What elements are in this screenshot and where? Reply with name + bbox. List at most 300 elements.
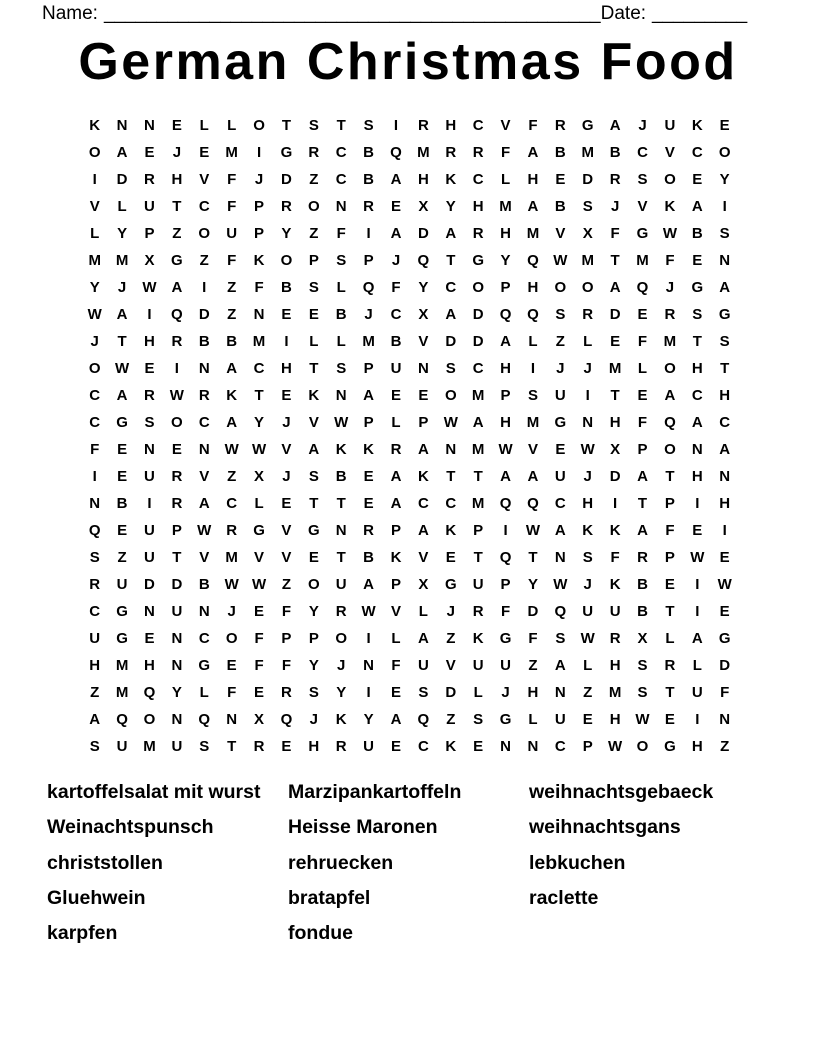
grid-letter: N	[719, 711, 731, 728]
grid-letter: J	[227, 603, 236, 620]
grid-letter: C	[637, 144, 648, 161]
grid-letter: O	[472, 279, 484, 296]
grid-letter: H	[500, 414, 511, 431]
grid-letter: T	[473, 468, 483, 485]
grid-letter: C	[719, 414, 731, 431]
grid-letter: R	[253, 738, 265, 755]
grid-letter: K	[609, 522, 621, 539]
grid-letter: C	[390, 306, 402, 323]
grid-letter: A	[445, 306, 457, 323]
grid-row-22	[81, 679, 738, 706]
grid-letter: R	[308, 144, 320, 161]
grid-letter: S	[308, 684, 319, 701]
grid-letter: M	[115, 252, 129, 269]
grid-letter: P	[171, 522, 182, 539]
grid-letter: V	[281, 522, 292, 539]
grid-letter: E	[418, 387, 429, 404]
grid-letter: J	[391, 252, 401, 269]
grid-letter: T	[172, 198, 182, 215]
grid-letter: Z	[90, 684, 100, 701]
word-item: christstollen	[47, 851, 163, 874]
grid-letter: W	[690, 549, 705, 566]
grid-letter: A	[664, 387, 676, 404]
grid-letter: I	[613, 495, 618, 512]
grid-letter: P	[363, 360, 374, 377]
grid-letter: U	[144, 549, 155, 566]
grid-letter: L	[309, 333, 319, 350]
grid-letter: C	[198, 630, 210, 647]
grid-letter: Q	[88, 522, 101, 539]
grid-letter: Y	[445, 198, 456, 215]
grid-letter: E	[308, 306, 319, 323]
grid-row-7	[81, 274, 738, 301]
grid-letter: L	[692, 657, 702, 674]
grid-letter: I	[202, 279, 207, 296]
grid-letter: I	[92, 171, 97, 188]
grid-letter: R	[171, 468, 183, 485]
grid-letter: J	[583, 468, 592, 485]
grid-letter: G	[499, 711, 512, 728]
grid-letter: G	[636, 225, 649, 242]
grid-letter: W	[251, 576, 267, 593]
grid-row-23	[81, 706, 738, 733]
grid-letter: A	[637, 522, 648, 539]
grid-letter: F	[528, 117, 538, 134]
grid-letter: F	[227, 684, 237, 701]
grid-letter: K	[609, 576, 621, 593]
word-item: lebkuchen	[529, 851, 626, 874]
grid-letter: V	[418, 549, 429, 566]
grid-letter: U	[144, 522, 155, 539]
grid-letter: T	[172, 549, 182, 566]
grid-letter: M	[581, 252, 594, 269]
grid-letter: F	[610, 549, 620, 566]
grid-letter: X	[418, 576, 429, 593]
grid-letter: Q	[554, 603, 567, 620]
grid-letter: S	[527, 387, 538, 404]
grid-letter: U	[472, 657, 484, 674]
grid-letter: U	[417, 657, 429, 674]
grid-letter: C	[417, 738, 429, 755]
grid-letter: U	[171, 603, 183, 620]
grid-letter: D	[144, 576, 155, 593]
grid-letter: F	[391, 279, 401, 296]
grid-letter: A	[308, 441, 320, 458]
grid-letter: F	[720, 684, 730, 701]
grid-letter: J	[117, 279, 127, 296]
grid-letter: S	[418, 684, 429, 701]
grid-letter: I	[722, 198, 727, 215]
grid-letter: U	[144, 198, 155, 215]
grid-letter: Z	[227, 279, 237, 296]
grid-letter: I	[147, 495, 152, 512]
grid-letter: M	[526, 225, 540, 242]
grid-letter: V	[89, 198, 100, 215]
grid-letter: S	[719, 333, 730, 350]
grid-letter: J	[172, 144, 182, 161]
grid-letter: E	[171, 117, 182, 134]
grid-letter: N	[171, 657, 183, 674]
grid-letter: Y	[363, 711, 374, 728]
grid-letter: E	[719, 117, 730, 134]
grid-letter: M	[225, 144, 238, 161]
grid-letter: G	[253, 522, 265, 539]
grid-letter: I	[147, 306, 152, 323]
grid-letter: W	[635, 711, 650, 728]
grid-letter: Z	[528, 657, 538, 674]
grid-letter: U	[116, 738, 128, 755]
name-fill-line: _______________________________________________	[103, 3, 601, 24]
grid-letter: A	[89, 711, 101, 728]
grid-letter: A	[719, 279, 731, 296]
grid-letter: W	[498, 441, 513, 458]
grid-row-20	[81, 625, 738, 652]
grid-letter: N	[417, 360, 429, 377]
grid-letter: N	[335, 198, 347, 215]
grid-row-18	[81, 571, 738, 598]
grid-letter: R	[335, 738, 347, 755]
grid-letter: A	[527, 468, 539, 485]
grid-letter: I	[92, 468, 97, 485]
grid-letter: B	[116, 495, 128, 512]
grid-letter: Q	[527, 306, 539, 323]
grid-letter: E	[363, 468, 374, 485]
grid-letter: A	[554, 657, 566, 674]
grid-letter: F	[665, 522, 675, 539]
grid-letter: C	[89, 603, 101, 620]
grid-row-5	[81, 220, 738, 247]
grid-letter: P	[664, 495, 675, 512]
grid-letter: F	[500, 144, 511, 161]
grid-letter: C	[691, 387, 703, 404]
grid-letter: V	[308, 414, 319, 431]
grid-letter: P	[390, 576, 401, 593]
grid-letter: U	[472, 576, 484, 593]
grid-letter: R	[198, 387, 210, 404]
grid-letter: Q	[198, 711, 211, 728]
grid-letter: T	[309, 360, 319, 377]
grid-letter: O	[198, 225, 211, 242]
grid-letter: E	[171, 441, 182, 458]
grid-letter: A	[198, 495, 210, 512]
grid-letter: L	[199, 117, 209, 134]
grid-letter: A	[500, 468, 511, 485]
grid-letter: U	[363, 738, 375, 755]
grid-letter: M	[663, 333, 677, 350]
grid-letter: O	[581, 279, 594, 296]
grid-letter: D	[171, 576, 183, 593]
grid-letter: B	[281, 279, 292, 296]
grid-letter: M	[115, 684, 129, 701]
grid-letter: B	[390, 333, 402, 350]
grid-letter: J	[282, 414, 291, 431]
grid-row-21	[81, 652, 738, 679]
grid-letter: A	[417, 630, 429, 647]
grid-letter: W	[224, 441, 239, 458]
grid-letter: Q	[143, 684, 156, 701]
grid-letter: E	[254, 603, 265, 620]
grid-letter: K	[335, 711, 347, 728]
grid-letter: A	[691, 414, 703, 431]
grid-letter: J	[583, 360, 592, 377]
grid-letter: B	[335, 306, 347, 323]
grid-letter: Q	[499, 495, 512, 512]
grid-letter: I	[503, 522, 508, 539]
grid-letter: B	[637, 576, 648, 593]
grid-letter: E	[555, 441, 566, 458]
grid-letter: C	[472, 171, 484, 188]
grid-letter: I	[284, 333, 289, 350]
grid-letter: P	[500, 279, 511, 296]
grid-letter: R	[417, 117, 429, 134]
grid-letter: Z	[117, 549, 127, 566]
grid-letter: H	[308, 738, 320, 755]
grid-letter: C	[335, 171, 347, 188]
grid-letter: P	[254, 198, 265, 215]
grid-letter: J	[309, 711, 318, 728]
grid-letter: E	[144, 630, 155, 647]
grid-letter: F	[227, 198, 237, 215]
grid-letter: U	[390, 360, 402, 377]
grid-letter: O	[88, 144, 101, 161]
grid-letter: K	[363, 441, 375, 458]
grid-letter: J	[501, 684, 510, 701]
grid-letter: S	[199, 738, 210, 755]
grid-letter: N	[171, 630, 183, 647]
grid-letter: P	[582, 738, 593, 755]
grid-letter: L	[336, 279, 346, 296]
grid-letter: N	[554, 549, 566, 566]
grid-letter: V	[555, 225, 566, 242]
grid-letter: E	[281, 738, 292, 755]
grid-letter: V	[500, 117, 511, 134]
grid-letter: U	[609, 603, 621, 620]
grid-letter: K	[691, 117, 703, 134]
grid-letter: G	[171, 252, 183, 269]
grid-letter: K	[445, 171, 457, 188]
grid-letter: Q	[499, 549, 512, 566]
grid-letter: E	[226, 657, 237, 674]
grid-letter: T	[309, 495, 319, 512]
grid-letter: M	[608, 360, 622, 377]
grid-letter: S	[308, 117, 319, 134]
grid-letter: D	[116, 171, 128, 188]
grid-letter: V	[199, 549, 210, 566]
grid-letter: U	[144, 468, 155, 485]
grid-row-19	[81, 598, 738, 625]
grid-letter: A	[554, 522, 566, 539]
grid-letter: O	[664, 441, 676, 458]
grid-letter: H	[89, 657, 101, 674]
grid-row-8	[81, 301, 738, 328]
grid-letter: S	[637, 171, 648, 188]
grid-letter: E	[637, 306, 648, 323]
grid-letter: G	[116, 630, 128, 647]
grid-letter: Q	[362, 279, 375, 296]
grid-letter: F	[227, 252, 237, 269]
grid-letter: H	[609, 657, 621, 674]
grid-letter: W	[251, 441, 267, 458]
grid-letter: A	[719, 441, 731, 458]
grid-letter: N	[144, 441, 155, 458]
grid-letter: G	[554, 414, 567, 431]
grid-letter: T	[336, 117, 346, 134]
grid-letter: M	[471, 495, 485, 512]
grid-letter: T	[665, 684, 675, 701]
grid-letter: G	[718, 630, 731, 647]
grid-letter: L	[583, 333, 593, 350]
grid-letter: M	[88, 252, 101, 269]
grid-row-4	[81, 193, 738, 220]
grid-letter: N	[500, 738, 511, 755]
word-item: kartoffelsalat mit wurst	[47, 781, 261, 803]
grid-letter: C	[472, 117, 484, 134]
grid-letter: L	[665, 630, 675, 647]
grid-letter: S	[144, 414, 155, 431]
grid-letter: L	[391, 630, 401, 647]
grid-letter: M	[252, 333, 266, 350]
grid-letter: R	[89, 576, 101, 593]
grid-letter: A	[609, 117, 621, 134]
grid-letter: E	[473, 738, 484, 755]
grid-row-14	[81, 463, 738, 490]
grid-letter: S	[308, 279, 319, 296]
grid-letter: T	[227, 738, 237, 755]
grid-letter: K	[445, 738, 457, 755]
grid-letter: E	[117, 522, 128, 539]
grid-letter: A	[417, 441, 429, 458]
grid-letter: H	[691, 468, 703, 485]
grid-letter: A	[637, 468, 648, 485]
grid-letter: H	[691, 360, 703, 377]
grid-letter: R	[609, 171, 621, 188]
grid-letter: T	[528, 549, 538, 566]
grid-letter: G	[691, 279, 704, 296]
grid-letter: I	[695, 576, 700, 593]
grid-letter: N	[582, 414, 594, 431]
grid-row-13	[81, 436, 738, 463]
grid-letter: V	[664, 144, 675, 161]
grid-letter: W	[525, 522, 541, 539]
grid-letter: W	[334, 414, 349, 431]
grid-letter: D	[198, 306, 210, 323]
grid-letter: J	[90, 333, 99, 350]
grid-row-3	[81, 166, 738, 193]
word-search-grid	[81, 112, 738, 760]
grid-letter: Y	[418, 279, 429, 296]
grid-letter: Q	[527, 252, 539, 269]
word-item: Marzipankartoffeln	[288, 781, 462, 803]
grid-letter: F	[610, 225, 620, 242]
grid-letter: E	[692, 522, 703, 539]
grid-row-1	[81, 112, 738, 139]
grid-letter: A	[500, 333, 511, 350]
grid-letter: H	[691, 738, 703, 755]
grid-letter: B	[363, 144, 375, 161]
grid-letter: H	[527, 279, 539, 296]
word-item: bratapfel	[288, 887, 371, 910]
grid-letter: C	[691, 144, 703, 161]
grid-letter: U	[554, 711, 566, 728]
grid-letter: S	[336, 252, 347, 269]
grid-letter: D	[445, 684, 457, 701]
grid-letter: N	[527, 738, 539, 755]
grid-letter: S	[89, 549, 100, 566]
grid-letter: X	[144, 252, 155, 269]
grid-letter: V	[281, 441, 292, 458]
grid-letter: R	[171, 495, 183, 512]
grid-letter: P	[363, 252, 374, 269]
grid-letter: F	[90, 441, 100, 458]
word-item: rehruecken	[288, 851, 394, 874]
grid-letter: S	[719, 225, 730, 242]
grid-letter: L	[473, 684, 483, 701]
grid-row-24	[81, 733, 738, 760]
grid-letter: E	[281, 495, 292, 512]
grid-letter: R	[363, 198, 375, 215]
grid-letter: E	[281, 387, 292, 404]
grid-letter: A	[691, 198, 703, 215]
word-item: Heisse Maronen	[288, 816, 438, 839]
grid-letter: Z	[446, 711, 456, 728]
grid-letter: H	[609, 711, 621, 728]
grid-letter: Z	[720, 738, 730, 755]
grid-letter: O	[253, 117, 265, 134]
word-item: weihnachtsgebaeck	[529, 781, 714, 803]
grid-letter: L	[391, 414, 401, 431]
grid-letter: T	[446, 252, 456, 269]
grid-letter: S	[445, 360, 456, 377]
grid-letter: A	[390, 225, 402, 242]
grid-letter: W	[197, 522, 212, 539]
grid-letter: R	[554, 117, 566, 134]
grid-letter: E	[719, 603, 730, 620]
grid-letter: Q	[417, 252, 430, 269]
grid-letter: H	[472, 198, 484, 215]
grid-letter: N	[335, 387, 347, 404]
grid-letter: O	[664, 171, 676, 188]
grid-letter: A	[527, 144, 539, 161]
grid-letter: Y	[254, 414, 265, 431]
grid-letter: M	[417, 144, 430, 161]
grid-letter: T	[446, 468, 456, 485]
grid-letter: Q	[664, 414, 676, 431]
grid-letter: A	[390, 711, 402, 728]
grid-letter: F	[254, 279, 264, 296]
grid-letter: U	[554, 468, 566, 485]
grid-letter: E	[199, 144, 210, 161]
grid-letter: A	[527, 198, 539, 215]
grid-letter: E	[610, 333, 621, 350]
word-list-column-3	[529, 780, 770, 957]
grid-letter: B	[554, 144, 566, 161]
grid-letter: D	[281, 171, 292, 188]
grid-letter: O	[307, 198, 320, 215]
grid-letter: Q	[527, 495, 539, 512]
grid-letter: N	[89, 495, 101, 512]
grid-letter: C	[417, 495, 429, 512]
grid-letter: N	[198, 603, 210, 620]
grid-letter: T	[692, 333, 702, 350]
grid-letter: Z	[446, 630, 456, 647]
grid-letter: Z	[583, 684, 593, 701]
grid-row-16	[81, 517, 738, 544]
grid-letter: C	[445, 495, 457, 512]
header-row	[42, 3, 746, 25]
grid-letter: N	[445, 441, 457, 458]
grid-letter: U	[500, 657, 511, 674]
grid-letter: L	[254, 495, 264, 512]
